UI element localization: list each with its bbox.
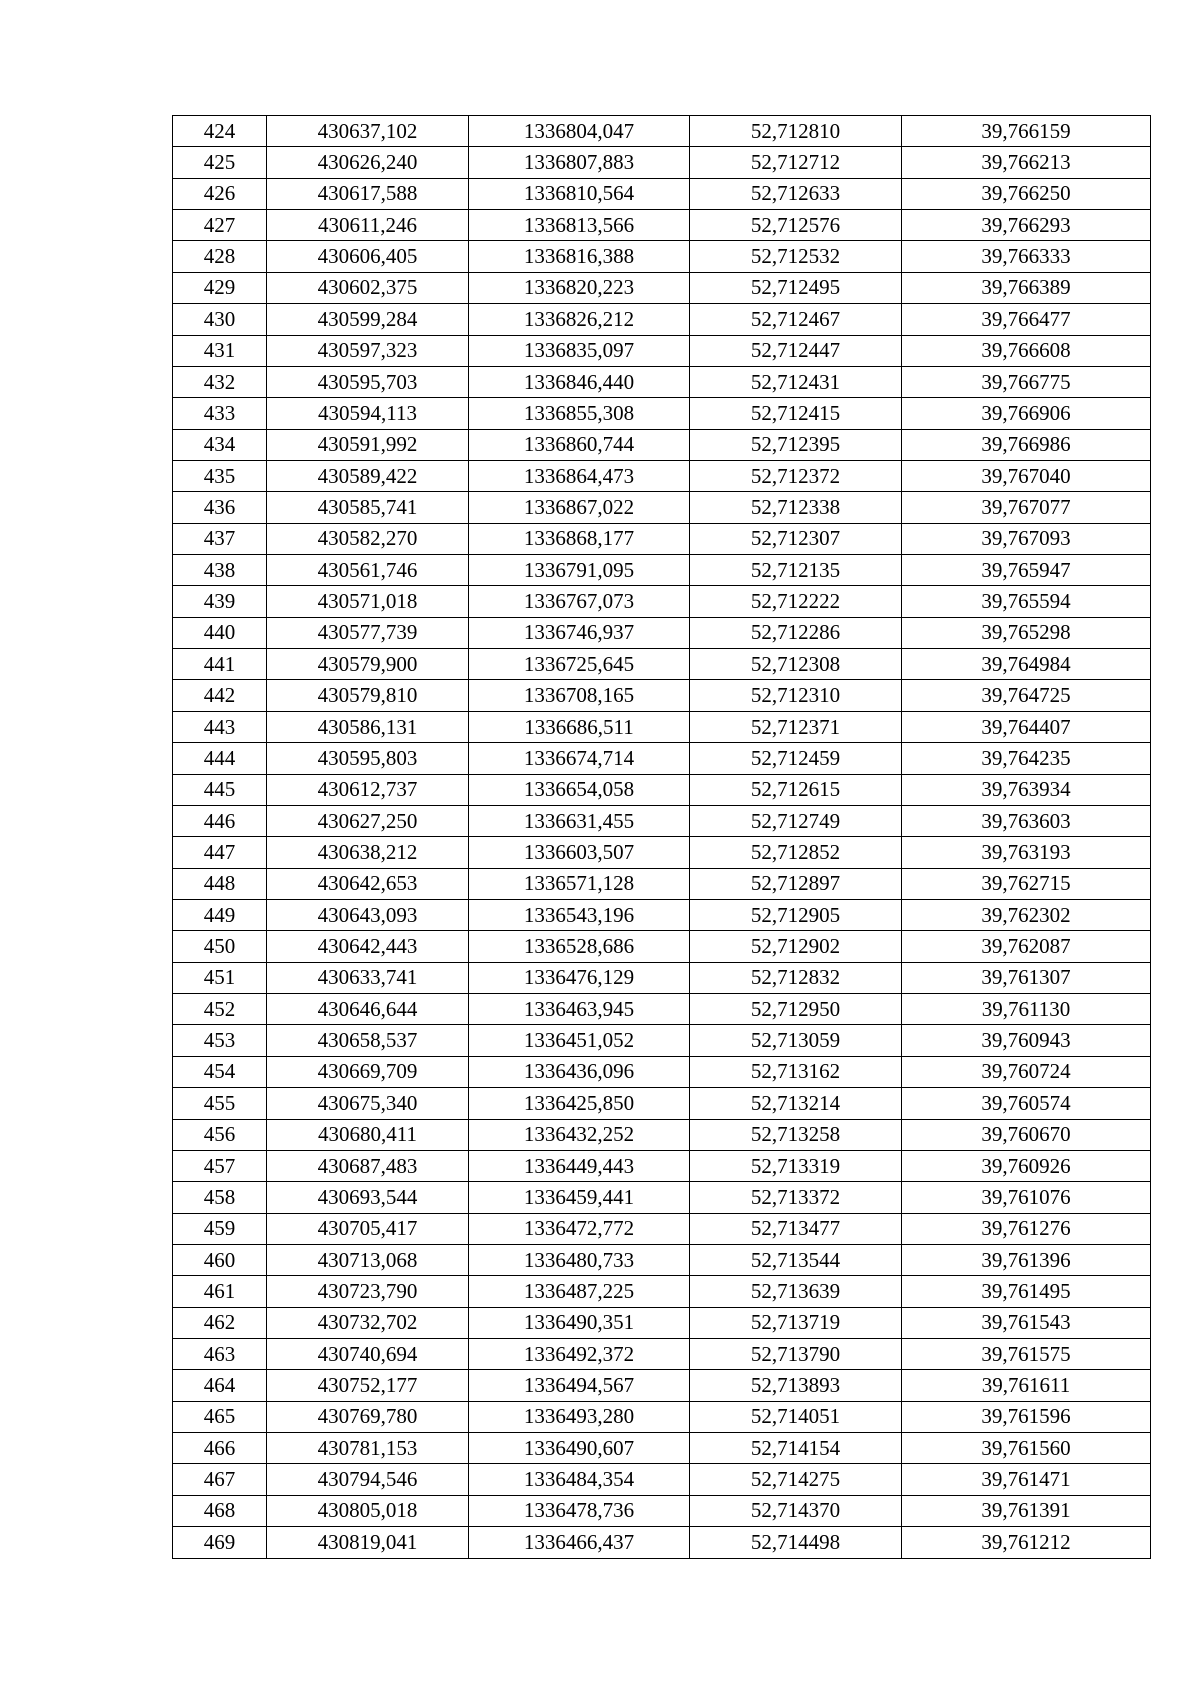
x-coordinate-cell: 430794,546 bbox=[267, 1464, 469, 1495]
point-number-cell: 447 bbox=[173, 837, 267, 868]
y-coordinate-cell: 1336571,128 bbox=[469, 868, 690, 899]
table-row bbox=[173, 398, 1151, 429]
x-coordinate-cell: 430589,422 bbox=[267, 460, 469, 491]
y-coordinate-cell: 1336492,372 bbox=[469, 1339, 690, 1370]
x-coordinate-cell: 430617,588 bbox=[267, 178, 469, 209]
table-row bbox=[173, 1056, 1151, 1087]
point-number-cell: 455 bbox=[173, 1088, 267, 1119]
table-row bbox=[173, 1495, 1151, 1526]
table-row bbox=[173, 1370, 1151, 1401]
table-row bbox=[173, 147, 1151, 178]
latitude-cell: 52,713059 bbox=[690, 1025, 902, 1056]
longitude-cell: 39,761560 bbox=[902, 1433, 1151, 1464]
latitude-cell: 52,712532 bbox=[690, 241, 902, 272]
x-coordinate-cell: 430637,102 bbox=[267, 116, 469, 147]
table-row bbox=[173, 1213, 1151, 1244]
table-row bbox=[173, 994, 1151, 1025]
table-row bbox=[173, 555, 1151, 586]
table-row bbox=[173, 680, 1151, 711]
point-number-cell: 440 bbox=[173, 617, 267, 648]
x-coordinate-cell: 430781,153 bbox=[267, 1433, 469, 1464]
x-coordinate-cell: 430687,483 bbox=[267, 1150, 469, 1181]
latitude-cell: 52,713477 bbox=[690, 1213, 902, 1244]
table-row bbox=[173, 241, 1151, 272]
table-row bbox=[173, 899, 1151, 930]
table-row bbox=[173, 1401, 1151, 1432]
y-coordinate-cell: 1336490,351 bbox=[469, 1307, 690, 1338]
y-coordinate-cell: 1336846,440 bbox=[469, 366, 690, 397]
longitude-cell: 39,761396 bbox=[902, 1244, 1151, 1275]
x-coordinate-cell: 430582,270 bbox=[267, 523, 469, 554]
table-row bbox=[173, 1088, 1151, 1119]
table-row bbox=[173, 805, 1151, 836]
y-coordinate-cell: 1336543,196 bbox=[469, 899, 690, 930]
table-row bbox=[173, 774, 1151, 805]
longitude-cell: 39,761391 bbox=[902, 1495, 1151, 1526]
point-number-cell: 435 bbox=[173, 460, 267, 491]
latitude-cell: 52,714051 bbox=[690, 1401, 902, 1432]
point-number-cell: 432 bbox=[173, 366, 267, 397]
table-row bbox=[173, 1025, 1151, 1056]
y-coordinate-cell: 1336487,225 bbox=[469, 1276, 690, 1307]
y-coordinate-cell: 1336466,437 bbox=[469, 1527, 690, 1558]
point-number-cell: 449 bbox=[173, 899, 267, 930]
latitude-cell: 52,713319 bbox=[690, 1150, 902, 1181]
point-number-cell: 430 bbox=[173, 304, 267, 335]
latitude-cell: 52,712495 bbox=[690, 272, 902, 303]
x-coordinate-cell: 430595,803 bbox=[267, 743, 469, 774]
point-number-cell: 467 bbox=[173, 1464, 267, 1495]
x-coordinate-cell: 430611,246 bbox=[267, 210, 469, 241]
x-coordinate-cell: 430595,703 bbox=[267, 366, 469, 397]
table-row bbox=[173, 649, 1151, 680]
point-number-cell: 424 bbox=[173, 116, 267, 147]
latitude-cell: 52,712447 bbox=[690, 335, 902, 366]
y-coordinate-cell: 1336855,308 bbox=[469, 398, 690, 429]
longitude-cell: 39,763934 bbox=[902, 774, 1151, 805]
x-coordinate-cell: 430606,405 bbox=[267, 241, 469, 272]
table-row bbox=[173, 335, 1151, 366]
x-coordinate-cell: 430612,737 bbox=[267, 774, 469, 805]
latitude-cell: 52,712307 bbox=[690, 523, 902, 554]
longitude-cell: 39,767040 bbox=[902, 460, 1151, 491]
y-coordinate-cell: 1336463,945 bbox=[469, 994, 690, 1025]
table-row bbox=[173, 931, 1151, 962]
point-number-cell: 438 bbox=[173, 555, 267, 586]
longitude-cell: 39,761596 bbox=[902, 1401, 1151, 1432]
point-number-cell: 446 bbox=[173, 805, 267, 836]
longitude-cell: 39,761130 bbox=[902, 994, 1151, 1025]
latitude-cell: 52,712395 bbox=[690, 429, 902, 460]
longitude-cell: 39,761076 bbox=[902, 1182, 1151, 1213]
y-coordinate-cell: 1336490,607 bbox=[469, 1433, 690, 1464]
latitude-cell: 52,712897 bbox=[690, 868, 902, 899]
longitude-cell: 39,761471 bbox=[902, 1464, 1151, 1495]
point-number-cell: 441 bbox=[173, 649, 267, 680]
point-number-cell: 448 bbox=[173, 868, 267, 899]
table-row bbox=[173, 1276, 1151, 1307]
latitude-cell: 52,712832 bbox=[690, 962, 902, 993]
y-coordinate-cell: 1336432,252 bbox=[469, 1119, 690, 1150]
y-coordinate-cell: 1336746,937 bbox=[469, 617, 690, 648]
longitude-cell: 39,766159 bbox=[902, 116, 1151, 147]
latitude-cell: 52,712810 bbox=[690, 116, 902, 147]
latitude-cell: 52,712905 bbox=[690, 899, 902, 930]
latitude-cell: 52,712902 bbox=[690, 931, 902, 962]
x-coordinate-cell: 430627,250 bbox=[267, 805, 469, 836]
longitude-cell: 39,767077 bbox=[902, 492, 1151, 523]
latitude-cell: 52,712222 bbox=[690, 586, 902, 617]
x-coordinate-cell: 430805,018 bbox=[267, 1495, 469, 1526]
latitude-cell: 52,712338 bbox=[690, 492, 902, 523]
y-coordinate-cell: 1336725,645 bbox=[469, 649, 690, 680]
longitude-cell: 39,761307 bbox=[902, 962, 1151, 993]
point-number-cell: 460 bbox=[173, 1244, 267, 1275]
table-row bbox=[173, 116, 1151, 147]
y-coordinate-cell: 1336791,095 bbox=[469, 555, 690, 586]
latitude-cell: 52,712852 bbox=[690, 837, 902, 868]
y-coordinate-cell: 1336425,850 bbox=[469, 1088, 690, 1119]
latitude-cell: 52,712431 bbox=[690, 366, 902, 397]
point-number-cell: 428 bbox=[173, 241, 267, 272]
point-number-cell: 462 bbox=[173, 1307, 267, 1338]
y-coordinate-cell: 1336449,443 bbox=[469, 1150, 690, 1181]
longitude-cell: 39,765594 bbox=[902, 586, 1151, 617]
y-coordinate-cell: 1336864,473 bbox=[469, 460, 690, 491]
longitude-cell: 39,766213 bbox=[902, 147, 1151, 178]
table-row bbox=[173, 868, 1151, 899]
x-coordinate-cell: 430597,323 bbox=[267, 335, 469, 366]
table-row bbox=[173, 272, 1151, 303]
table-row bbox=[173, 460, 1151, 491]
latitude-cell: 52,712633 bbox=[690, 178, 902, 209]
latitude-cell: 52,712372 bbox=[690, 460, 902, 491]
point-number-cell: 445 bbox=[173, 774, 267, 805]
table-row bbox=[173, 586, 1151, 617]
x-coordinate-cell: 430602,375 bbox=[267, 272, 469, 303]
point-number-cell: 466 bbox=[173, 1433, 267, 1464]
longitude-cell: 39,763193 bbox=[902, 837, 1151, 868]
longitude-cell: 39,763603 bbox=[902, 805, 1151, 836]
point-number-cell: 468 bbox=[173, 1495, 267, 1526]
x-coordinate-cell: 430723,790 bbox=[267, 1276, 469, 1307]
longitude-cell: 39,766986 bbox=[902, 429, 1151, 460]
y-coordinate-cell: 1336708,165 bbox=[469, 680, 690, 711]
point-number-cell: 444 bbox=[173, 743, 267, 774]
longitude-cell: 39,760724 bbox=[902, 1056, 1151, 1087]
longitude-cell: 39,761543 bbox=[902, 1307, 1151, 1338]
table-row bbox=[173, 1464, 1151, 1495]
y-coordinate-cell: 1336807,883 bbox=[469, 147, 690, 178]
point-number-cell: 433 bbox=[173, 398, 267, 429]
longitude-cell: 39,761212 bbox=[902, 1527, 1151, 1558]
longitude-cell: 39,761575 bbox=[902, 1339, 1151, 1370]
point-number-cell: 425 bbox=[173, 147, 267, 178]
table-row bbox=[173, 523, 1151, 554]
table-row bbox=[173, 366, 1151, 397]
y-coordinate-cell: 1336436,096 bbox=[469, 1056, 690, 1087]
table-row bbox=[173, 837, 1151, 868]
table-row bbox=[173, 178, 1151, 209]
x-coordinate-cell: 430740,694 bbox=[267, 1339, 469, 1370]
table-row bbox=[173, 711, 1151, 742]
latitude-cell: 52,713790 bbox=[690, 1339, 902, 1370]
x-coordinate-cell: 430585,741 bbox=[267, 492, 469, 523]
latitude-cell: 52,714154 bbox=[690, 1433, 902, 1464]
point-number-cell: 464 bbox=[173, 1370, 267, 1401]
latitude-cell: 52,712712 bbox=[690, 147, 902, 178]
table-row bbox=[173, 492, 1151, 523]
x-coordinate-cell: 430579,810 bbox=[267, 680, 469, 711]
latitude-cell: 52,712749 bbox=[690, 805, 902, 836]
point-number-cell: 456 bbox=[173, 1119, 267, 1150]
table-row bbox=[173, 1182, 1151, 1213]
y-coordinate-cell: 1336826,212 bbox=[469, 304, 690, 335]
longitude-cell: 39,766293 bbox=[902, 210, 1151, 241]
longitude-cell: 39,764725 bbox=[902, 680, 1151, 711]
y-coordinate-cell: 1336804,047 bbox=[469, 116, 690, 147]
point-number-cell: 458 bbox=[173, 1182, 267, 1213]
x-coordinate-cell: 430594,113 bbox=[267, 398, 469, 429]
x-coordinate-cell: 430658,537 bbox=[267, 1025, 469, 1056]
latitude-cell: 52,713372 bbox=[690, 1182, 902, 1213]
longitude-cell: 39,761276 bbox=[902, 1213, 1151, 1244]
y-coordinate-cell: 1336451,052 bbox=[469, 1025, 690, 1056]
y-coordinate-cell: 1336603,507 bbox=[469, 837, 690, 868]
x-coordinate-cell: 430732,702 bbox=[267, 1307, 469, 1338]
table-row bbox=[173, 304, 1151, 335]
longitude-cell: 39,762715 bbox=[902, 868, 1151, 899]
y-coordinate-cell: 1336484,354 bbox=[469, 1464, 690, 1495]
point-number-cell: 454 bbox=[173, 1056, 267, 1087]
point-number-cell: 426 bbox=[173, 178, 267, 209]
latitude-cell: 52,714370 bbox=[690, 1495, 902, 1526]
latitude-cell: 52,712310 bbox=[690, 680, 902, 711]
x-coordinate-cell: 430769,780 bbox=[267, 1401, 469, 1432]
point-number-cell: 429 bbox=[173, 272, 267, 303]
x-coordinate-cell: 430680,411 bbox=[267, 1119, 469, 1150]
point-number-cell: 443 bbox=[173, 711, 267, 742]
x-coordinate-cell: 430586,131 bbox=[267, 711, 469, 742]
y-coordinate-cell: 1336820,223 bbox=[469, 272, 690, 303]
x-coordinate-cell: 430705,417 bbox=[267, 1213, 469, 1244]
y-coordinate-cell: 1336767,073 bbox=[469, 586, 690, 617]
table-row bbox=[173, 1339, 1151, 1370]
point-number-cell: 434 bbox=[173, 429, 267, 460]
longitude-cell: 39,761611 bbox=[902, 1370, 1151, 1401]
x-coordinate-cell: 430819,041 bbox=[267, 1527, 469, 1558]
y-coordinate-cell: 1336810,564 bbox=[469, 178, 690, 209]
longitude-cell: 39,762302 bbox=[902, 899, 1151, 930]
latitude-cell: 52,713893 bbox=[690, 1370, 902, 1401]
x-coordinate-cell: 430638,212 bbox=[267, 837, 469, 868]
table-row bbox=[173, 429, 1151, 460]
point-number-cell: 450 bbox=[173, 931, 267, 962]
longitude-cell: 39,760574 bbox=[902, 1088, 1151, 1119]
latitude-cell: 52,712415 bbox=[690, 398, 902, 429]
longitude-cell: 39,764984 bbox=[902, 649, 1151, 680]
point-number-cell: 442 bbox=[173, 680, 267, 711]
latitude-cell: 52,714498 bbox=[690, 1527, 902, 1558]
longitude-cell: 39,766333 bbox=[902, 241, 1151, 272]
y-coordinate-cell: 1336686,511 bbox=[469, 711, 690, 742]
longitude-cell: 39,764407 bbox=[902, 711, 1151, 742]
table-row bbox=[173, 743, 1151, 774]
longitude-cell: 39,760670 bbox=[902, 1119, 1151, 1150]
point-number-cell: 427 bbox=[173, 210, 267, 241]
point-number-cell: 439 bbox=[173, 586, 267, 617]
y-coordinate-cell: 1336494,567 bbox=[469, 1370, 690, 1401]
x-coordinate-cell: 430626,240 bbox=[267, 147, 469, 178]
x-coordinate-cell: 430599,284 bbox=[267, 304, 469, 335]
x-coordinate-cell: 430642,443 bbox=[267, 931, 469, 962]
x-coordinate-cell: 430713,068 bbox=[267, 1244, 469, 1275]
x-coordinate-cell: 430577,739 bbox=[267, 617, 469, 648]
table-row bbox=[173, 1433, 1151, 1464]
y-coordinate-cell: 1336631,455 bbox=[469, 805, 690, 836]
point-number-cell: 431 bbox=[173, 335, 267, 366]
latitude-cell: 52,712615 bbox=[690, 774, 902, 805]
longitude-cell: 39,766608 bbox=[902, 335, 1151, 366]
x-coordinate-cell: 430633,741 bbox=[267, 962, 469, 993]
latitude-cell: 52,712308 bbox=[690, 649, 902, 680]
y-coordinate-cell: 1336860,744 bbox=[469, 429, 690, 460]
x-coordinate-cell: 430669,709 bbox=[267, 1056, 469, 1087]
latitude-cell: 52,712459 bbox=[690, 743, 902, 774]
latitude-cell: 52,713719 bbox=[690, 1307, 902, 1338]
point-number-cell: 461 bbox=[173, 1276, 267, 1307]
latitude-cell: 52,713544 bbox=[690, 1244, 902, 1275]
longitude-cell: 39,765947 bbox=[902, 555, 1151, 586]
y-coordinate-cell: 1336472,772 bbox=[469, 1213, 690, 1244]
point-number-cell: 453 bbox=[173, 1025, 267, 1056]
latitude-cell: 52,713162 bbox=[690, 1056, 902, 1087]
longitude-cell: 39,766250 bbox=[902, 178, 1151, 209]
longitude-cell: 39,764235 bbox=[902, 743, 1151, 774]
y-coordinate-cell: 1336816,388 bbox=[469, 241, 690, 272]
y-coordinate-cell: 1336674,714 bbox=[469, 743, 690, 774]
latitude-cell: 52,713258 bbox=[690, 1119, 902, 1150]
x-coordinate-cell: 430579,900 bbox=[267, 649, 469, 680]
y-coordinate-cell: 1336493,280 bbox=[469, 1401, 690, 1432]
point-number-cell: 463 bbox=[173, 1339, 267, 1370]
table-row bbox=[173, 1150, 1151, 1181]
table-row bbox=[173, 1119, 1151, 1150]
table-row bbox=[173, 962, 1151, 993]
y-coordinate-cell: 1336480,733 bbox=[469, 1244, 690, 1275]
x-coordinate-cell: 430642,653 bbox=[267, 868, 469, 899]
table-row bbox=[173, 1527, 1151, 1558]
point-number-cell: 457 bbox=[173, 1150, 267, 1181]
y-coordinate-cell: 1336867,022 bbox=[469, 492, 690, 523]
point-number-cell: 469 bbox=[173, 1527, 267, 1558]
x-coordinate-cell: 430675,340 bbox=[267, 1088, 469, 1119]
x-coordinate-cell: 430643,093 bbox=[267, 899, 469, 930]
longitude-cell: 39,765298 bbox=[902, 617, 1151, 648]
table-row bbox=[173, 1244, 1151, 1275]
latitude-cell: 52,713639 bbox=[690, 1276, 902, 1307]
y-coordinate-cell: 1336478,736 bbox=[469, 1495, 690, 1526]
coordinates-table-body bbox=[173, 116, 1151, 1559]
longitude-cell: 39,766906 bbox=[902, 398, 1151, 429]
x-coordinate-cell: 430646,644 bbox=[267, 994, 469, 1025]
latitude-cell: 52,712467 bbox=[690, 304, 902, 335]
point-number-cell: 465 bbox=[173, 1401, 267, 1432]
y-coordinate-cell: 1336654,058 bbox=[469, 774, 690, 805]
latitude-cell: 52,712371 bbox=[690, 711, 902, 742]
longitude-cell: 39,762087 bbox=[902, 931, 1151, 962]
table-row bbox=[173, 617, 1151, 648]
point-number-cell: 437 bbox=[173, 523, 267, 554]
y-coordinate-cell: 1336476,129 bbox=[469, 962, 690, 993]
longitude-cell: 39,766389 bbox=[902, 272, 1151, 303]
y-coordinate-cell: 1336868,177 bbox=[469, 523, 690, 554]
x-coordinate-cell: 430752,177 bbox=[267, 1370, 469, 1401]
longitude-cell: 39,766775 bbox=[902, 366, 1151, 397]
table-row bbox=[173, 210, 1151, 241]
x-coordinate-cell: 430571,018 bbox=[267, 586, 469, 617]
latitude-cell: 52,713214 bbox=[690, 1088, 902, 1119]
latitude-cell: 52,712576 bbox=[690, 210, 902, 241]
latitude-cell: 52,712286 bbox=[690, 617, 902, 648]
y-coordinate-cell: 1336459,441 bbox=[469, 1182, 690, 1213]
longitude-cell: 39,761495 bbox=[902, 1276, 1151, 1307]
point-number-cell: 436 bbox=[173, 492, 267, 523]
point-number-cell: 452 bbox=[173, 994, 267, 1025]
y-coordinate-cell: 1336835,097 bbox=[469, 335, 690, 366]
x-coordinate-cell: 430693,544 bbox=[267, 1182, 469, 1213]
table-row bbox=[173, 1307, 1151, 1338]
longitude-cell: 39,760926 bbox=[902, 1150, 1151, 1181]
y-coordinate-cell: 1336813,566 bbox=[469, 210, 690, 241]
y-coordinate-cell: 1336528,686 bbox=[469, 931, 690, 962]
point-number-cell: 459 bbox=[173, 1213, 267, 1244]
latitude-cell: 52,714275 bbox=[690, 1464, 902, 1495]
x-coordinate-cell: 430561,746 bbox=[267, 555, 469, 586]
longitude-cell: 39,766477 bbox=[902, 304, 1151, 335]
point-number-cell: 451 bbox=[173, 962, 267, 993]
latitude-cell: 52,712135 bbox=[690, 555, 902, 586]
longitude-cell: 39,760943 bbox=[902, 1025, 1151, 1056]
longitude-cell: 39,767093 bbox=[902, 523, 1151, 554]
latitude-cell: 52,712950 bbox=[690, 994, 902, 1025]
x-coordinate-cell: 430591,992 bbox=[267, 429, 469, 460]
coordinates-table bbox=[172, 115, 1151, 1559]
